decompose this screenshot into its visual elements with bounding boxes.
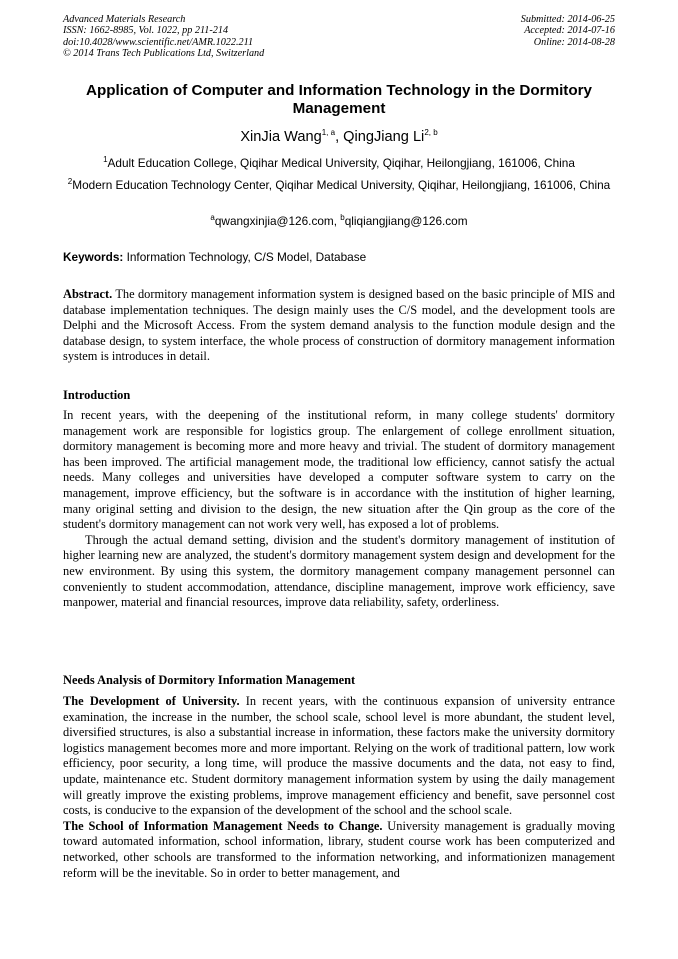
needs-p2-label: The School of Information Management Needs to Change. xyxy=(63,818,383,833)
email-b[interactable]: qliqiangjiang@126.com xyxy=(344,214,468,228)
journal-issn: ISSN: 1662-8985, Vol. 1022, pp 211-214 xyxy=(63,25,229,37)
email-a[interactable]: qwangxinjia@126.com xyxy=(214,214,334,228)
keywords-text: Information Technology, C/S Model, Database xyxy=(123,250,367,264)
affiliation-1 xyxy=(63,156,615,171)
affiliation-2-text: Modern Education Technology Center, Qiqihar Medical University, Qiqihar, Heilongjiang, 161006, China xyxy=(72,178,611,192)
author-2-name: QingJiang Li xyxy=(343,129,425,145)
needs-p1-text: In recent years, with the continuous expansion of university entrance examination, the increase in the number, the school scale, school level is more abundant, the student level, diversified structures, is also a substantial increase in information, these factors make the university dormitory logistics management becomes more and more important. Relying on the work of traditional pattern, low work efficiency, poor security, a long time, will produce the massive documents and the data, not easy to find, update, maintenance etc. Student dormitory management information system by using the daily management will greatly improve the existing problems, improve management efficiency and benefit, save personnel cost costs, is conducive to the expansion of the development of the school and the school scale. xyxy=(63,694,615,818)
affiliation-2 xyxy=(63,178,615,193)
online-date: Online: 2014-08-28 xyxy=(533,36,615,48)
intro-paragraph-1: In recent years, with the deepening of the institutional reform, in many college students' dormitory management work are responsible for logistics group. The enlargement of college enrollment situation, dormitory management is becoming more and more heavy and trivial. The student of dormitory management has been improved. The artificial management mode, the traditional low efficiency, cannot satisfy the actual needs. Many colleges and universities have developed a computer software system to carry on the management, improve efficiency, but the software is in accordance with the institution of higher learning, many original setting and division to the design, the new situation after the Qin group as the core of the student's dormitory management can not work very well, has exposed a lot of problems. xyxy=(63,408,615,532)
affiliation-1-sup: 1 xyxy=(103,155,108,165)
affiliation-2-sup: 2 xyxy=(67,177,73,187)
email-line xyxy=(63,214,615,229)
abstract-label: Abstract. xyxy=(63,287,113,301)
author-2-sup: 2, b xyxy=(424,128,438,138)
journal-name: Advanced Materials Research xyxy=(63,14,186,25)
submission-dates xyxy=(521,14,615,48)
author-separator: , xyxy=(335,129,344,145)
needs-body xyxy=(63,694,615,881)
introduction-heading: Introduction xyxy=(63,388,131,402)
paper-title: Application of Computer and Information Technology in the Dormitory Management xyxy=(86,82,592,117)
abstract xyxy=(63,287,615,365)
needs-paragraph-2 xyxy=(63,819,615,881)
intro-paragraph-2: Through the actual demand setting, division and the student's dormitory management of institution of higher learning new are analyzed, the student's dormitory management system design and development for the new environment. By using this system, the dormitory management company management personnel can conveniently to student accommodation, attendance, discipline management, improve work efficiency, save manpower, material and financial resources, improve data reliability, safety, orderliness. xyxy=(63,532,615,610)
journal-copyright: © 2014 Trans Tech Publications Ltd, Switzerland xyxy=(63,48,265,60)
email-separator: , xyxy=(333,214,341,228)
needs-p1-label: The Development of University. xyxy=(63,694,240,708)
submitted-date: Submitted: 2014-06-25 xyxy=(520,14,615,25)
affiliation-1-text: Adult Education College, Qiqihar Medical University, Qiqihar, Heilongjiang, 161006, China xyxy=(107,156,575,170)
needs-paragraph-1 xyxy=(63,694,615,819)
introduction-body xyxy=(63,408,615,611)
abstract-text: The dormitory management information system is designed based on the basic principle of MIS and database implementation techniques. The design mainly uses the C/S model, and the development tools are Delphi and the Microsoft Access. From the system demand analysis to the function module design and the database design, to system interface, the whole process of construction of dormitory management information system is introduces in detail. xyxy=(63,287,615,364)
author-1-sup: 1, a xyxy=(321,128,336,138)
email-a-sup: a xyxy=(210,213,215,223)
keywords xyxy=(63,250,615,265)
accepted-date: Accepted: 2014-07-16 xyxy=(524,25,615,37)
email-b-sup: b xyxy=(340,213,345,223)
keywords-label: Keywords: xyxy=(63,250,124,264)
journal-doi: doi:10.4028/www.scientific.net/AMR.1022.211 xyxy=(63,36,254,48)
journal-info xyxy=(63,14,264,60)
author-1-name: XinJia Wang xyxy=(240,129,322,145)
needs-p2-text: University management is gradually moving toward automated information, school information, library, student course work has been computerized and networked, other schools are transformed to the information networking, and informationizen management reform will be the inevitable. So in order to better management, and xyxy=(63,818,615,880)
abstract-paragraph xyxy=(63,287,615,365)
author-line xyxy=(63,128,615,146)
needs-heading: Needs Analysis of Dormitory Information Management xyxy=(63,673,356,687)
